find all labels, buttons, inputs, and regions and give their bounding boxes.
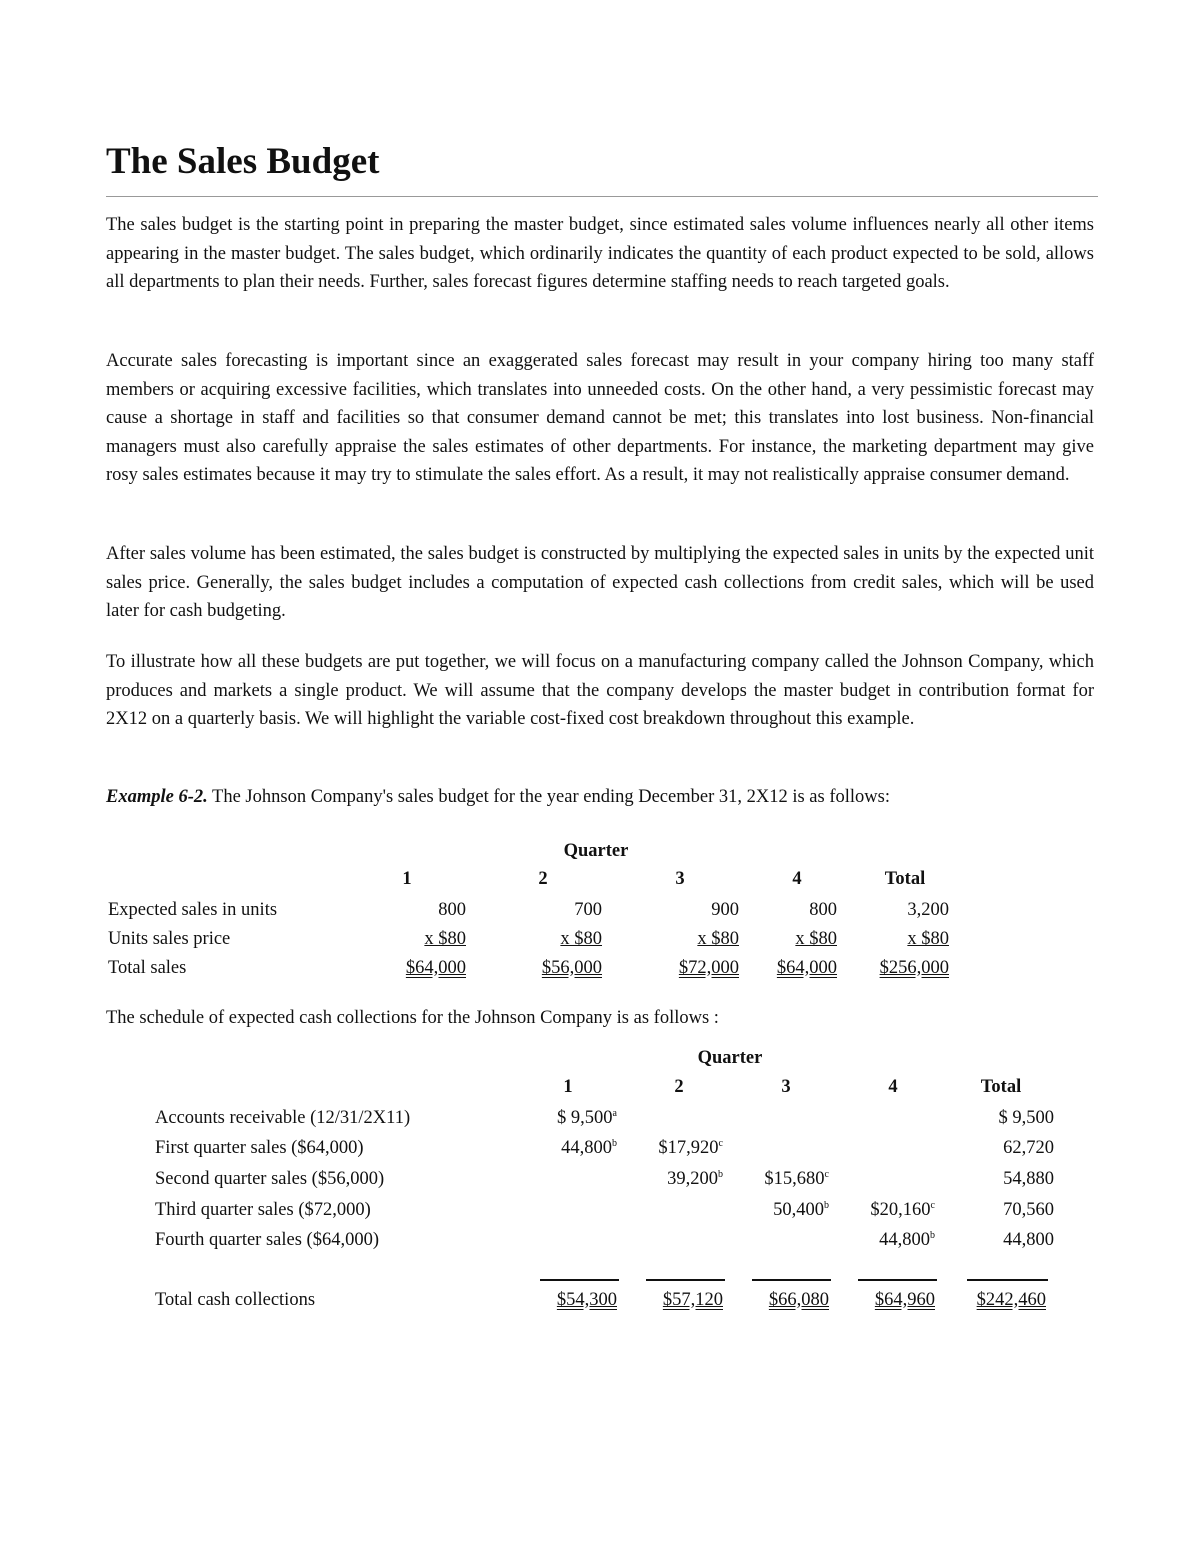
column-header: 3: [781, 1077, 791, 1097]
footnote-marker: b: [824, 1200, 829, 1211]
column-header: 3: [675, 869, 685, 889]
column-header: Total: [884, 869, 926, 889]
table-cell: $256,000: [879, 958, 949, 978]
cell-value: $15,680: [764, 1169, 825, 1189]
footnote-marker: b: [930, 1230, 935, 1241]
total-cell: $64,960: [874, 1290, 935, 1310]
example-text: The Johnson Company's sales budget for the year ending December 31, 2X12 is as follows:: [207, 787, 890, 807]
table-cell: 700: [574, 900, 602, 920]
row-label: Units sales price: [108, 929, 231, 949]
cell-value: $ 9,500: [998, 1108, 1054, 1128]
table-cell: [879, 1229, 935, 1251]
column-header: 2: [674, 1077, 684, 1097]
total-cell: $54,300: [556, 1290, 617, 1310]
table-cell: $56,000: [541, 958, 602, 978]
cell-value: $ 9,500: [557, 1108, 613, 1128]
table-cell: x $80: [424, 929, 466, 949]
row-label: Second quarter sales ($56,000): [155, 1169, 385, 1189]
footnote-marker: b: [612, 1138, 617, 1149]
column-header: 1: [563, 1077, 573, 1097]
cell-value: 70,560: [1003, 1200, 1054, 1220]
title-divider: [106, 196, 1098, 197]
table-cell: $64,000: [776, 958, 837, 978]
footnote-marker: a: [612, 1108, 617, 1119]
table-cell: [667, 1168, 723, 1190]
table-cell: [561, 1137, 617, 1159]
table-cell: [773, 1199, 829, 1221]
example-label: Example 6-2.: [106, 787, 208, 807]
sum-rule: [646, 1279, 725, 1281]
paragraph-forecasting: Accurate sales forecasting is important since an exaggerated sales forecast may result in your company hiring too many staff members or acquiring excessive facilities, which translates into unneeded costs. On the other hand, a very pessimistic forecast may cause a shortage in staff and facilities so that consumer demand cannot be met; this translates into lost business. Non-financial managers must also carefully appraise the sales estimates of other departments. For instance, the marketing department may give rosy sales estimates because it may try to stimulate the sales effort. As a result, it may not realistically appraise consumer demand.: [106, 351, 1094, 486]
table-cell: x $80: [560, 929, 602, 949]
table-cell: 3,200: [907, 900, 949, 920]
footnote-marker: c: [930, 1200, 935, 1211]
sum-rule: [858, 1279, 937, 1281]
cell-value: 62,720: [1003, 1138, 1054, 1158]
footnote-marker: c: [824, 1169, 829, 1180]
footnote-marker: c: [718, 1138, 723, 1149]
row-label: Expected sales in units: [108, 900, 278, 920]
page-title: The Sales Budget: [106, 141, 380, 182]
total-cell: $57,120: [662, 1290, 723, 1310]
cell-value: 44,800: [879, 1230, 930, 1250]
table-cell: [1003, 1168, 1054, 1190]
example-caption: [106, 783, 1094, 812]
column-header: 2: [538, 869, 548, 889]
table-cell: 800: [438, 900, 466, 920]
quarter-header: Quarter: [697, 1048, 763, 1068]
paragraph-construction: After sales volume has been estimated, the sales budget is constructed by multiplying the expected sales in units by the expected unit sales price. Generally, the sales budget includes a computation of expected cash collections from credit sales, which will be used later for cash budgeting.: [106, 544, 1094, 622]
column-header: Total: [980, 1077, 1022, 1097]
table-cell: [557, 1107, 617, 1129]
table-cell: [658, 1137, 723, 1159]
cell-value: $17,920: [658, 1138, 719, 1158]
cell-value: 54,880: [1003, 1169, 1054, 1189]
table-cell: [1003, 1199, 1054, 1221]
sum-rule: [967, 1279, 1048, 1281]
table-cell: [1003, 1137, 1054, 1159]
total-cell: $66,080: [768, 1290, 829, 1310]
quarter-header: Quarter: [563, 841, 629, 861]
table-cell: [1003, 1229, 1054, 1251]
table-cell: [764, 1168, 829, 1190]
row-label: Fourth quarter sales ($64,000): [155, 1230, 380, 1250]
table-cell: $72,000: [678, 958, 739, 978]
table-cell: 800: [809, 900, 837, 920]
table-cell: x $80: [795, 929, 837, 949]
cell-value: 39,200: [667, 1169, 718, 1189]
table-cell: x $80: [907, 929, 949, 949]
paragraph-intro: The sales budget is the starting point in preparing the master budget, since estimated sales volume influences nearly all other items appearing in the master budget. The sales budget, which ordinarily indicates the quantity of each product expected to be sold, allows all departments to plan their needs. Further, sales forecast figures determine staffing needs to reach targeted goals.: [106, 215, 1094, 293]
table-cell: [870, 1199, 935, 1221]
sum-rule: [540, 1279, 619, 1281]
paragraph-illustration: To illustrate how all these budgets are put together, we will focus on a manufacturing company called the Johnson Company, which produces and markets a single product. We will assume that the company develops the master budget in contribution format for 2X12 on a quarterly basis. We will highlight the variable cost-fixed cost breakdown throughout this example.: [106, 652, 1094, 730]
cell-value: 44,800: [1003, 1230, 1054, 1250]
collections-intro: The schedule of expected cash collections for the Johnson Company is as follows :: [106, 1008, 719, 1028]
row-label: Third quarter sales ($72,000): [155, 1200, 371, 1220]
column-header: 1: [402, 869, 412, 889]
sum-rule: [752, 1279, 831, 1281]
table-cell: $64,000: [405, 958, 466, 978]
row-label: Total sales: [108, 958, 187, 978]
row-label: First quarter sales ($64,000): [155, 1138, 364, 1158]
row-label: Total cash collections: [155, 1290, 316, 1310]
cell-value: 44,800: [561, 1138, 612, 1158]
row-label: Accounts receivable (12/31/2X11): [155, 1108, 411, 1128]
column-header: 4: [888, 1077, 898, 1097]
footnote-marker: b: [718, 1169, 723, 1180]
table-cell: x $80: [697, 929, 739, 949]
table-cell: 900: [711, 900, 739, 920]
cell-value: 50,400: [773, 1200, 824, 1220]
table-cell: [999, 1107, 1055, 1129]
cell-value: $20,160: [870, 1200, 931, 1220]
column-header: 4: [792, 869, 802, 889]
total-cell: $242,460: [976, 1290, 1046, 1310]
